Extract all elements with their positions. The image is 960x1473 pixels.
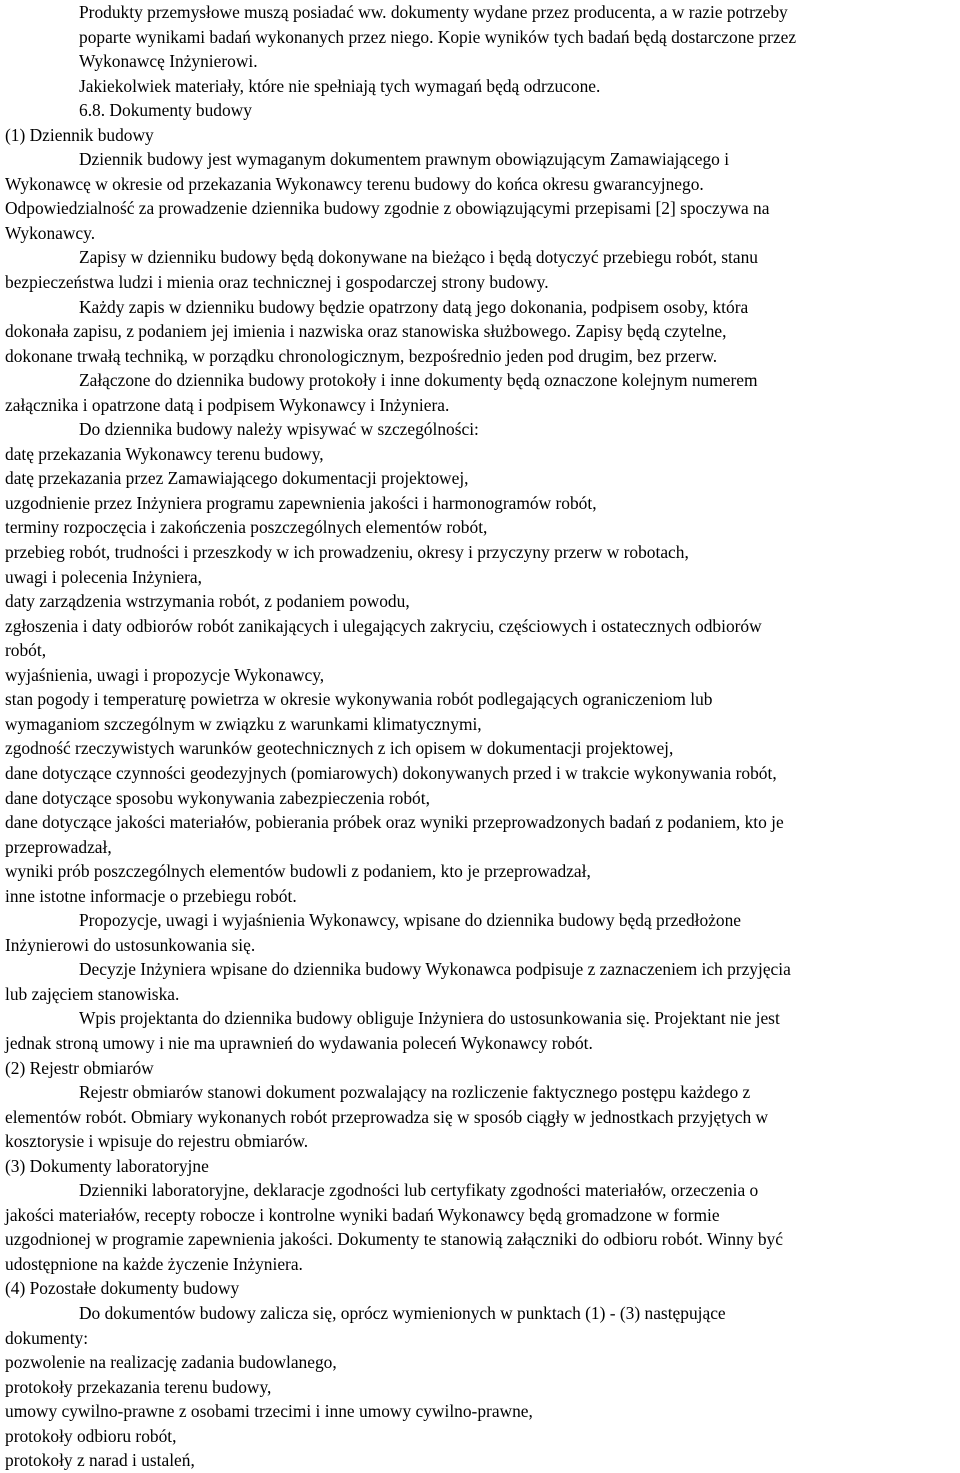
text-line: Odpowiedzialność za prowadzenie dziennika budowy zgodnie z obowiązującymi przepisami [2] spoczywa na [5, 198, 770, 219]
text-line: protokoły z narad i ustaleń, [5, 1450, 195, 1471]
text-line: terminy rozpoczęcia i zakończenia poszczególnych elementów robót, [5, 517, 488, 538]
text-line: umowy cywilno-prawne z osobami trzecimi i inne umowy cywilno-prawne, [5, 1401, 533, 1422]
text-line: protokoły odbioru robót, [5, 1425, 177, 1446]
text-line: wymaganiom szczególnym w związku z warunkami klimatycznymi, [5, 713, 482, 734]
text-line: protokoły przekazania terenu budowy, [5, 1376, 272, 1397]
text-line: dane dotyczące sposobu wykonywania zabezpieczenia robót, [5, 787, 430, 808]
text-line: 6.8. Dokumenty budowy [79, 100, 252, 121]
text-line: dokonała zapisu, z podaniem jej imienia i nazwiska oraz stanowiska służbowego. Zapisy będą czytelne, [5, 321, 727, 342]
text-line: Propozycje, uwagi i wyjaśnienia Wykonawcy, wpisane do dziennika budowy będą przedłożone [79, 910, 742, 931]
text-line: dane dotyczące czynności geodezyjnych (pomiarowych) dokonywanych przed i w trakcie wykonywania robót, [5, 762, 777, 783]
text-line: datę przekazania Wykonawcy terenu budowy, [5, 443, 324, 464]
text-line: dane dotyczące jakości materiałów, pobierania próbek oraz wyniki przeprowadzonych badań z podaniem, kto je [5, 812, 784, 833]
text-line: (4) Pozostałe dokumenty budowy [5, 1278, 240, 1299]
text-line: jakości materiałów, recepty robocze i kontrolne wyniki badań Wykonawcy będą gromadzone w formie [5, 1204, 720, 1225]
text-line: przebieg robót, trudności i przeszkody w ich prowadzeniu, okresy i przyczyny przerw w robotach, [5, 542, 689, 563]
text-line: Dziennik budowy jest wymaganym dokumentem prawnym obowiązującym Zamawiającego i [79, 149, 730, 170]
text-line: zgodność rzeczywistych warunków geotechnicznych z ich opisem w dokumentacji projektowej, [5, 738, 674, 759]
text-line: Produkty przemysłowe muszą posiadać ww. dokumenty wydane przez producenta, a w razie potrzeby [79, 2, 788, 22]
text-line: uzgodnionej w programie zapewnienia jakości. Dokumenty te stanowią załączniki do odbioru robót. Winny być [5, 1229, 783, 1250]
text-line: wyniki prób poszczególnych elementów budowli z podaniem, kto je przeprowadzał, [5, 861, 591, 882]
text-line: zgłoszenia i daty odbiorów robót zanikających i ulegających zakryciu, częściowych i ostatecznych odbiorów [5, 615, 762, 636]
text-line: Do dokumentów budowy zalicza się, oprócz wymienionych w punktach (1) - (3) następujące [79, 1302, 726, 1323]
text-line: Zapisy w dzienniku budowy będą dokonywane na bieżąco i będą dotyczyć przebiegu robót, stanu [79, 247, 758, 268]
text-line: Rejestr obmiarów stanowi dokument pozwalający na rozliczenie faktycznego postępu każdego z [79, 1082, 751, 1103]
text-line: robót, [5, 640, 47, 661]
text-line: daty zarządzenia wstrzymania robót, z podaniem powodu, [5, 591, 410, 612]
text-line: uwagi i polecenia Inżyniera, [5, 566, 203, 587]
document-page [5, 0, 955, 1473]
text-line: uzgodnienie przez Inżyniera programu zapewnienia jakości i harmonogramów robót, [5, 492, 597, 513]
text-line: datę przekazania przez Zamawiającego dokumentacji projektowej, [5, 468, 469, 489]
text-line: Wpis projektanta do dziennika budowy obliguje Inżyniera do ustosunkowania się. Projektant nie jest [79, 1008, 780, 1029]
text-line: dokumenty: [5, 1327, 89, 1348]
text-line: Dzienniki laboratoryjne, deklaracje zgodności lub certyfikaty zgodności materiałów, orzeczenia o [79, 1180, 759, 1201]
text-line: stan pogody i temperaturę powietrza w okresie wykonywania robót podlegających ograniczeniom lub [5, 689, 713, 710]
text-line: (2) Rejestr obmiarów [5, 1057, 154, 1078]
text-line: Decyzje Inżyniera wpisane do dziennika budowy Wykonawca podpisuje z zaznaczeniem ich przyjęcia [79, 959, 791, 980]
text-line: Każdy zapis w dzienniku budowy będzie opatrzony datą jego dokonania, podpisem osoby, która [79, 296, 749, 317]
text-line: wyjaśnienia, uwagi i propozycje Wykonawcy, [5, 664, 325, 685]
text-line: udostępnione na każde życzenie Inżyniera. [5, 1253, 303, 1274]
text-line: Wykonawcę w okresie od przekazania Wykonawcy terenu budowy do końca okresu gwarancyjnego. [5, 173, 704, 194]
text-line: (3) Dokumenty laboratoryjne [5, 1155, 209, 1176]
text-line: inne istotne informacje o przebiegu robót. [5, 885, 297, 906]
text-line: kosztorysie i wpisuje do rejestru obmiarów. [5, 1131, 309, 1152]
text-line: bezpieczeństwa ludzi i mienia oraz technicznej i gospodarczej strony budowy. [5, 272, 549, 293]
text-line: dokonane trwałą techniką, w porządku chronologicznym, bezpośrednio jeden pod drugim, bez przerw. [5, 345, 718, 366]
text-line: załącznika i opatrzone datą i podpisem Wykonawcy i Inżyniera. [5, 394, 450, 415]
text-line: jednak stroną umowy i nie ma uprawnień do wydawania poleceń Wykonawcy robót. [5, 1032, 593, 1053]
text-line: elementów robót. Obmiary wykonanych robót przeprowadza się w sposób ciągły w jednostkach przyjętych w [5, 1106, 769, 1127]
text-line: pozwolenie na realizację zadania budowlanego, [5, 1352, 337, 1373]
text-line: Jakiekolwiek materiały, które nie spełniają tych wymagań będą odrzucone. [79, 75, 601, 96]
text-line: lub zajęciem stanowiska. [5, 983, 180, 1004]
text-line: Wykonawcę Inżynierowi. [79, 51, 258, 72]
text-line: Do dziennika budowy należy wpisywać w szczególności: [79, 419, 479, 440]
text-line: (1) Dziennik budowy [5, 124, 154, 145]
text-line: Załączone do dziennika budowy protokoły i inne dokumenty będą oznaczone kolejnym numerem [79, 370, 758, 391]
text-line: poparte wynikami badań wykonanych przez niego. Kopie wyników tych badań będą dostarczone przez [79, 26, 797, 47]
text-line: Inżynierowi do ustosunkowania się. [5, 934, 256, 955]
text-line: Wykonawcy. [5, 222, 96, 243]
text-line: przeprowadzał, [5, 836, 112, 857]
